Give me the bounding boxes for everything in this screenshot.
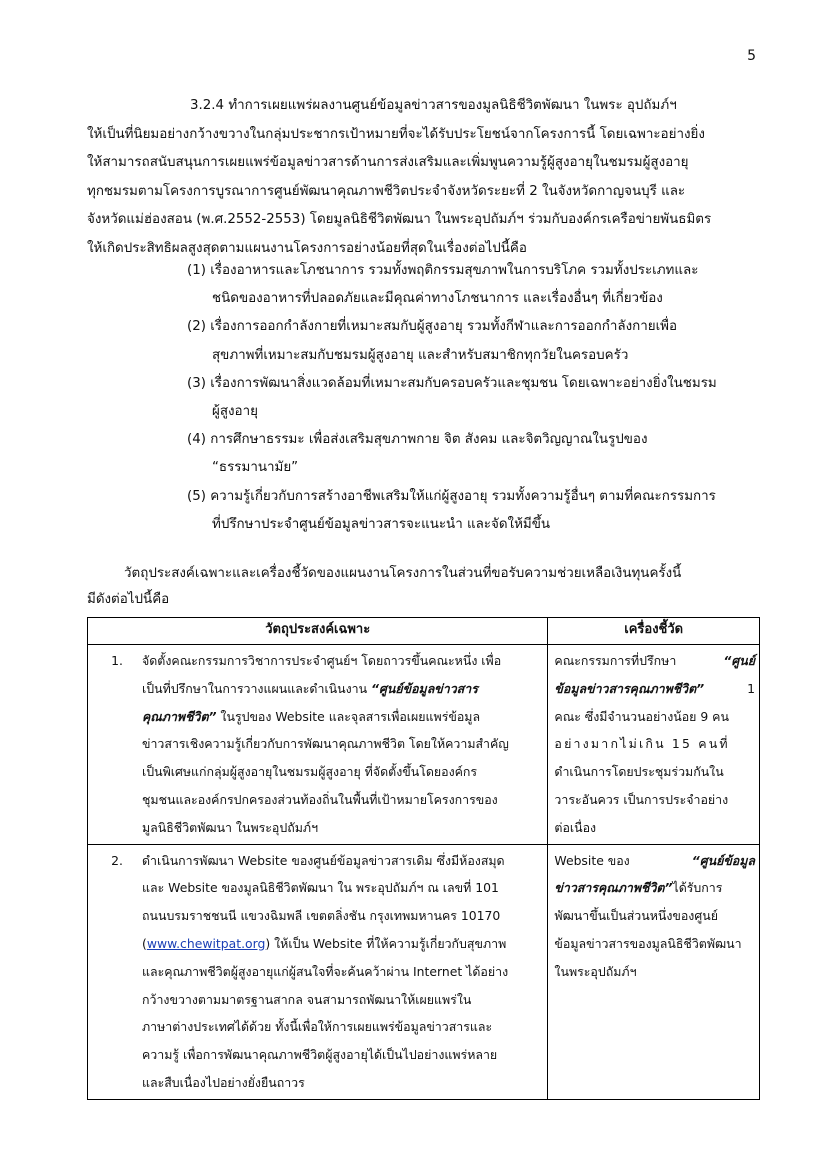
objective-cell [88,844,548,1099]
indicator-line: ในพระอุปถัมภ์ฯ [554,963,637,979]
objective-line: คุณภาพชีวิต” ในรูปของ Website และจุลสารเพื่อเผยแพร่ข้อมูล [142,708,481,724]
indicator-cell [548,844,760,1099]
indicator-line: พัฒนาขึ้นเป็นส่วนหนึ่งของศูนย์ [554,908,718,924]
table-header-row [88,618,760,645]
objective-cell [88,645,548,845]
indicator-line: คณะกรรมการที่ปรึกษา “ศูนย์ [554,647,755,675]
list-item [187,426,767,482]
objective-line: เป็นพิเศษแก่กลุ่มผู้สูงอายุในชมรมผู้สูงอายุ ที่จัดตั้งขึ้นโดยองค์กร [142,764,478,780]
table-row [88,844,760,1099]
list-item-line: ที่ปรึกษาประจำศูนย์ข้อมูลข่าวสารจะแนะนำ และจัดให้มีขึ้น [212,516,551,532]
indicator-line: อย่างมากไม่เกิน 15 คนที่ [554,736,730,752]
objective-line: และสืบเนื่องไปอย่างยั่งยืนถาวร [142,1074,305,1090]
indicator-line: ข้อมูลข่าวสารคุณภาพชีวิต” 1 [554,675,755,703]
list-item [187,313,767,369]
objective-line: ข่าวสารเชิงความรู้เกี่ยวกับการพัฒนาคุณภาพชีวิต โดยให้ความสำคัญ [142,736,509,752]
objective-line: (www.chewitpat.org) ให้เป็น Website ที่ให้ความรู้เกี่ยวกับสุขภาพ [142,935,507,951]
emphasis-text: “ศูนย์ข้อมูล [691,852,755,868]
list-item-line: สุขภาพที่เหมาะสมกับชมรมผู้สูงอายุ และสำหรับสมาชิกทุกวัยในครอบครัว [212,347,629,363]
objectives-table [87,617,760,1100]
list-item-line: “ธรรมานามัย” [212,460,299,476]
indicator-line: ข่าวสารคุณภาพชีวิต”ได้รับการ [554,880,723,896]
list-item-line: (5) ความรู้เกี่ยวกับการสร้างอาชีพเสริมให้แก่ผู้สูงอายุ รวมทั้งความรู้อื่นๆ ตามที่คณะกรรมการ [187,488,716,504]
objective-line: ดำเนินการพัฒนา Website ของศูนย์ข้อมูลข่าวสารเดิม ซึ่งมีห้องสมุด [142,852,505,868]
indicator-line: วาระอันควร เป็นการประจำอย่าง [554,791,729,807]
objective-line: ความรู้ เพื่อการพัฒนาคุณภาพชีวิตผู้สูงอายุได้เป็นไปอย่างแพร่หลาย [142,1047,498,1063]
indicator-cell [548,645,760,845]
section-paragraph [87,92,759,263]
list-item-line: ผู้สูงอายุ [212,404,258,420]
objective-line: กว้างขวางตามมาตรฐานสากล จนสามารถพัฒนาให้เผยแพร่ใน [142,991,472,1007]
list-item [187,370,767,426]
objective-line: ชุมชนและองค์กรปกครองส่วนท้องถิ่นในพื้นที่เป้าหมายโครงการของ [142,791,498,807]
list-item [187,483,767,539]
emphasis-text: ข่าวสารคุณภาพชีวิต” [554,880,673,896]
indicator-line: Website ของ “ศูนย์ข้อมูล [554,847,755,875]
objectives-intro [87,561,767,613]
objective-line: มูลนิธิชีวิตพัฒนา ในพระอุปถัมภ์ฯ [142,819,319,835]
paragraph-line: ให้เป็นที่นิยมอย่างกว้างขวางในกลุ่มประชากรเป้าหมายที่จะได้รับประโยชน์จากโครงการนี้ โดยเฉพาะอย่างยิ่ง [87,126,705,142]
indicator-line: ต่อเนื่อง [554,819,597,835]
topic-list [187,257,767,539]
website-link[interactable]: www.chewitpat.org [146,935,266,951]
list-item-line: (3) เรื่องการพัฒนาสิ่งแวดล้อมที่เหมาะสมกับครอบครัวและชุมชน โดยเฉพาะอย่างยิ่งในชมรม [187,375,717,391]
objectives-intro-line: มีดังต่อไปนี้คือ [87,592,170,607]
objective-line: ภาษาต่างประเทศได้ด้วย ทั้งนี้เพื่อให้การเผยแพร่ข้อมูลข่าวสารและ [142,1019,493,1035]
objective-line: และคุณภาพชีวิตผู้สูงอายุแก่ผู้สนใจที่จะค้นคว้าผ่าน Internet ได้อย่าง [142,963,509,979]
indicator-line: คณะ ซึ่งมีจำนวนอย่างน้อย 9 คน [554,708,729,724]
page-number: 5 [747,48,756,64]
paragraph-line: ให้เกิดประสิทธิผลสูงสุดตามแผนงานโครงการอย่างน้อยที่สุดในเรื่องต่อไปนี้คือ [87,240,527,256]
item-number: 1. [111,653,123,668]
paragraph-line: ให้สามารถสนับสนุนการเผยแพร่ข้อมูลข่าวสารด้านการส่งเสริมและเพิ่มพูนความรู้ผู้สูงอายุในชมรมผู้สูงอายุ [87,155,689,170]
paragraph-line: 3.2.4 ทำการเผยแพร่ผลงานศูนย์ข้อมูลข่าวสารของมูลนิธิชีวิตพัฒนา ในพระ อุปถัมภ์ฯ [190,98,677,113]
list-item [187,257,767,313]
list-item-line: (4) การศึกษาธรรมะ เพื่อส่งเสริมสุขภาพกาย จิต สังคม และจิตวิญญาณในรูปของ [187,432,648,448]
list-item-line: (1) เรื่องอาหารและโภชนาการ รวมทั้งพฤติกรรมสุขภาพในการบริโภค รวมทั้งประเภทและ [187,263,699,278]
item-number: 2. [111,852,123,868]
table-row [88,645,760,845]
header-objectives: วัตถุประสงค์เฉพาะ [88,618,548,645]
paragraph-line: ทุกชมรมตามโครงการบูรณาการศูนย์พัฒนาคุณภาพชีวิตประจำจังหวัดระยะที่ 2 ในจังหวัดกาญจนบุรี และ [87,183,686,199]
indicator-line: ดำเนินการโดยประชุมร่วมกันใน [554,764,724,780]
objective-line: ถนนบรมราชชนนี แขวงฉิมพลี เขตตลิ่งชัน กรุงเทพมหานคร 10170 [142,908,501,924]
emphasis-text: “ศูนย์ [723,653,755,668]
objectives-intro-line: วัตถุประสงค์เฉพาะและเครื่องชี้วัดของแผนงานโครงการในส่วนที่ขอรับความช่วยเหลือเงินทุนครั้งนี้ [124,566,682,581]
objective-line: จัดตั้งคณะกรรมการวิชาการประจำศูนย์ฯ โดยถาวรขึ้นคณะหนึ่ง เพื่อ [142,653,502,668]
list-item-line: (2) เรื่องการออกกำลังกายที่เหมาะสมกับผู้สูงอายุ รวมทั้งกีฬาและการออกกำลังกายเพื่อ [187,319,678,335]
emphasis-text: คุณภาพชีวิต” [142,708,217,724]
objective-line: และ Website ของมูลนิธิชีวิตพัฒนา ใน พระอุปถัมภ์ฯ ณ เลขที่ 101 [142,880,499,896]
objective-line: เป็นที่ปรึกษาในการวางแผนและดำเนินงาน “ศูนย์ข้อมูลข่าวสาร [142,680,478,696]
indicator-line: ข้อมูลข่าวสารของมูลนิธิชีวิตพัฒนา [554,935,742,951]
paragraph-line: จังหวัดแม่ฮ่องสอน (พ.ศ.2552-2553) โดยมูลนิธิชีวิตพัฒนา ในพระอุปถัมภ์ฯ ร่วมกับองค์กรเครือข่ายพันธมิตร [87,212,712,227]
emphasis-text: ข้อมูลข่าวสารคุณภาพชีวิต” [554,680,705,696]
list-item-line: ชนิดของอาหารที่ปลอดภัยและมีคุณค่าทางโภชนาการ และเรื่องอื่นๆ ที่เกี่ยวข้อง [212,291,663,307]
emphasis-text: “ศูนย์ข้อมูลข่าวสาร [371,680,478,696]
header-indicators: เครื่องชี้วัด [548,618,760,645]
